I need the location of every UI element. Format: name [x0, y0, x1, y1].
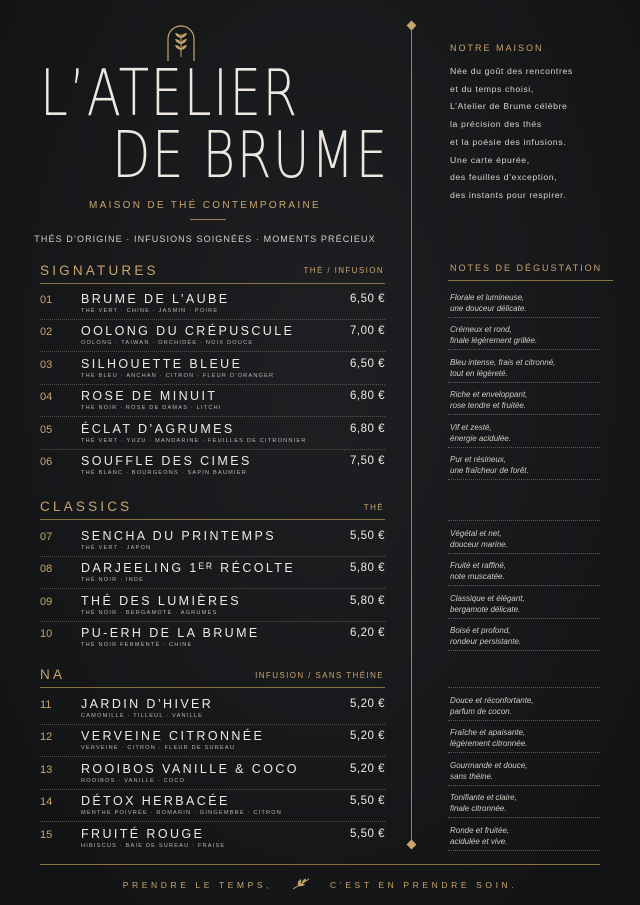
about-text — [450, 63, 610, 205]
item-price: 5,20 € — [350, 698, 385, 710]
tasting-note — [450, 357, 600, 379]
tasting-note-line: Crémeux et rond, — [450, 325, 512, 335]
item-number: 07 — [40, 531, 53, 543]
note-divider — [448, 349, 600, 350]
tasting-note-line: finale citronnée. — [450, 804, 507, 814]
tasting-note — [450, 593, 600, 615]
tasting-note-line: Riche et enveloppant, — [450, 390, 528, 400]
item-number: 02 — [40, 326, 53, 339]
section-subtitle-classics: THÉ — [363, 503, 384, 512]
tasting-note-line: Gourmande et douce, — [450, 760, 528, 770]
menu-item-row — [40, 354, 385, 386]
menu-item-row — [40, 791, 385, 823]
footer-divider — [40, 864, 600, 865]
tasting-note — [450, 825, 600, 847]
section-divider — [40, 283, 385, 284]
item-ingredients: THÉ BLEU · ANCHAN · CITRON · FLEUR D’ORANGER — [81, 372, 275, 379]
tasting-note-line: Végétal et net, — [450, 529, 502, 538]
tasting-note-line: sans théine. — [450, 771, 494, 781]
tasting-note-line: énergie acidulée. — [450, 433, 511, 443]
note-divider — [448, 850, 600, 851]
tasting-note — [450, 324, 600, 346]
item-price: 5,50 € — [350, 530, 385, 542]
item-name: JARDIN D’HIVER — [81, 697, 214, 711]
item-ingredients: THÉ NOIR · ROSE DE DAMAS · LITCHI — [81, 405, 222, 412]
menu-item-row — [40, 321, 385, 353]
note-divider — [448, 817, 600, 818]
item-price: 5,50 € — [350, 827, 385, 840]
note-divider — [448, 479, 600, 480]
about-line: et la poésie des infusions. — [450, 136, 567, 147]
item-number: 01 — [40, 294, 53, 306]
tasting-note-line: bergamote délicate. — [450, 604, 521, 614]
tasting-note-line: Florale et lumineuse, — [450, 293, 525, 302]
row-divider — [40, 449, 385, 450]
footer-text-right: C’EST EN PRENDRE SOIN. — [330, 880, 518, 890]
leaf-sprig-icon — [290, 877, 312, 891]
note-divider — [448, 382, 600, 383]
note-divider — [448, 414, 600, 415]
tasting-note — [450, 625, 600, 647]
tasting-note-line: rose tendre et fruitée. — [450, 401, 527, 411]
item-name: ÉCLAT D’AGRUMES — [81, 421, 235, 436]
item-price: 5,50 € — [350, 795, 385, 808]
note-divider — [448, 317, 600, 318]
item-name: SILHOUETTE BLEUE — [81, 356, 243, 371]
menu-item-row — [40, 694, 385, 726]
about-line: L’Atelier de Brume célèbre — [450, 101, 568, 112]
item-name: VERVEINE CITRONNÉE — [81, 729, 265, 744]
tasting-note-line: acidulée et vive. — [450, 836, 508, 846]
notes-divider — [448, 280, 613, 281]
note-divider — [448, 585, 600, 586]
item-number: 08 — [40, 563, 53, 576]
footer-text-left: PRENDRE LE TEMPS, — [122, 880, 273, 890]
about-line: Une carte épurée, — [450, 154, 530, 165]
tasting-note-line: Tonifiante et claire, — [450, 793, 517, 803]
tasting-note-line: Vif et zesté, — [450, 422, 492, 432]
item-name: DARJEELING 1ᴱᴿ RÉCOLTE — [81, 561, 296, 576]
item-number: 05 — [40, 423, 53, 436]
about-line: et du temps choisi, — [450, 83, 534, 94]
item-price: 6,50 € — [350, 357, 385, 370]
section-title-classics: CLASSICS — [40, 499, 133, 514]
item-ingredients: CAMOMILLE · TILLEUL · VANILLE — [81, 713, 204, 719]
about-line: des instants pour respirer. — [450, 189, 567, 200]
section-title-signatures: SIGNATURES — [40, 263, 159, 278]
tasting-note — [450, 292, 600, 314]
item-name: THÉ DES LUMIÈRES — [81, 593, 241, 608]
tasting-note — [450, 760, 600, 782]
item-price: 5,80 € — [350, 594, 385, 607]
item-number: 09 — [40, 595, 53, 608]
divider-diamond-top — [407, 21, 417, 31]
note-divider — [448, 687, 600, 688]
about-line: Née du goût des rencontres — [450, 66, 573, 76]
item-price: 5,20 € — [350, 730, 385, 743]
tasting-note-line: Boisé et profond, — [450, 626, 511, 636]
item-ingredients: THÉ BLANC · BOURGEONS · SAPIN BAUMIER — [81, 470, 247, 476]
item-ingredients: THÉ NOIR FERMENTÉ · CHINE — [81, 642, 193, 649]
item-number: 11 — [40, 699, 52, 711]
item-name: SOUFFLE DES CIMES — [81, 454, 252, 468]
item-ingredients: THÉ VERT · JAPON — [81, 545, 152, 551]
row-divider — [40, 821, 385, 822]
brand-tagline: THÉS D’ORIGINE · INFUSIONS SOIGNÉES · MOMENTS PRÉCIEUX — [34, 234, 376, 244]
note-divider — [448, 520, 600, 521]
tasting-note — [450, 560, 600, 582]
item-price: 7,00 € — [350, 325, 385, 338]
brand-title-line2: DE BRUME — [112, 119, 389, 193]
tasting-note-line: finale légèrement grillée. — [450, 336, 538, 346]
menu-item-row — [40, 419, 385, 451]
note-divider — [448, 752, 600, 753]
menu-item-row — [40, 289, 385, 321]
row-divider — [40, 416, 385, 417]
item-name: PU-ERH DE LA BRUME — [81, 626, 260, 641]
item-ingredients: THÉ NOIR · INDE — [81, 577, 145, 584]
notes-heading: NOTES DE DÉGUSTATION — [450, 263, 603, 273]
row-divider — [40, 756, 385, 757]
menu-item-row — [40, 451, 385, 483]
item-name: ROOIBOS VANILLE & COCO — [81, 761, 299, 776]
note-divider — [448, 553, 600, 554]
item-name: BRUME DE L’AUBE — [81, 292, 230, 306]
item-number: 12 — [40, 731, 53, 744]
tasting-note-line: note muscatée. — [450, 572, 505, 582]
about-line: la précision des thés — [450, 119, 542, 130]
menu-item-row — [40, 558, 385, 590]
tasting-note — [450, 454, 600, 476]
row-divider — [40, 351, 385, 352]
tasting-note-line: tout en légèreté. — [450, 368, 508, 378]
menu-item-row — [40, 726, 385, 758]
row-divider — [40, 621, 385, 622]
footer — [0, 877, 640, 891]
item-number: 04 — [40, 391, 53, 404]
item-number: 03 — [40, 358, 53, 371]
item-name: DÉTOX HERBACÉE — [81, 794, 230, 809]
tasting-note-line: Bleu intense, frais et citronné, — [450, 357, 556, 367]
row-divider — [40, 789, 385, 790]
item-ingredients: OOLONG · TAIWAN · ORCHIDÉE · NOIX DOUCE — [81, 340, 254, 347]
item-ingredients: MENTHE POIVRÉE · ROMARIN · GINGEMBRE · CITRON — [81, 810, 282, 817]
menu-item-row — [40, 526, 385, 558]
row-divider — [40, 724, 385, 725]
menu-item-row — [40, 623, 385, 655]
tasting-note — [450, 695, 600, 717]
item-ingredients: VERVEINE · CITRON · FLEUR DE SUREAU — [81, 745, 236, 752]
row-divider — [40, 384, 385, 385]
section-divider — [40, 687, 385, 688]
item-price: 5,20 € — [350, 762, 385, 775]
tasting-note-line: Ronde et fruitée, — [450, 825, 510, 835]
menu-item-row — [40, 824, 385, 856]
item-price: 6,20 € — [350, 627, 385, 640]
tasting-note — [450, 422, 600, 444]
row-divider — [40, 556, 385, 557]
item-price: 6,50 € — [350, 293, 385, 305]
tasting-note — [450, 727, 600, 749]
note-divider — [448, 650, 600, 651]
item-name: OOLONG DU CRÉPUSCULE — [81, 324, 295, 339]
tasting-note-line: Douce et réconfortante, — [450, 696, 534, 705]
tasting-note-line: une fraîcheur de forêt. — [450, 466, 529, 475]
brand-title-line1: L’ATELIER — [40, 57, 299, 131]
section-divider — [40, 519, 385, 520]
tasting-note — [450, 528, 600, 550]
note-divider — [448, 785, 600, 786]
item-ingredients: THÉ VERT · CHINE · JASMIN · POIRE — [81, 308, 219, 314]
about-heading: NOTRE MAISON — [450, 43, 544, 53]
menu-item-row — [40, 386, 385, 418]
tasting-note-line: parfum de cocon. — [450, 707, 512, 716]
item-price: 7,50 € — [350, 455, 385, 467]
item-name: SENCHA DU PRINTEMPS — [81, 529, 276, 543]
section-title-na: NA — [40, 667, 66, 682]
tasting-note-line: Fraîche et apaisante, — [450, 728, 526, 738]
row-divider — [40, 588, 385, 589]
item-number: 14 — [40, 796, 53, 809]
item-price: 5,80 € — [350, 562, 385, 575]
subtitle-divider — [190, 219, 226, 220]
item-ingredients: THÉ NOIR · BERGAMOTE · AGRUMES — [81, 609, 218, 616]
item-number: 13 — [40, 763, 53, 776]
section-subtitle-na: INFUSION / SANS THÉINE — [255, 671, 384, 680]
tasting-note-line: rondeur persistante. — [450, 637, 522, 647]
divider-diamond-bottom — [407, 840, 417, 850]
tasting-note-line: légèrement citronnée. — [450, 739, 528, 749]
item-price: 6,80 € — [350, 390, 385, 403]
tasting-note-line: une douceur délicate. — [450, 304, 527, 313]
menu-item-row — [40, 759, 385, 791]
tasting-note-line: douceur marine. — [450, 540, 508, 549]
section-subtitle-signatures: THÉ / INFUSION — [303, 266, 384, 275]
tasting-note-line: Classique et élégant, — [450, 593, 525, 603]
tasting-note — [450, 792, 600, 814]
tasting-note — [450, 389, 600, 411]
about-line: des feuilles d’exception, — [450, 172, 558, 183]
item-name: ROSE DE MINUIT — [81, 389, 218, 404]
item-ingredients: ROOIBOS · VANILLE · COCO — [81, 777, 186, 784]
item-ingredients: THÉ VERT · YUZU · MANDARINE · FEUILLES DE CITRONNIER — [81, 437, 307, 444]
item-ingredients: HIBISCUS · BAIE DE SUREAU · FRAISE — [81, 842, 226, 849]
column-divider — [411, 26, 412, 848]
tasting-note-line: Pur et résineux, — [450, 455, 507, 464]
row-divider — [40, 319, 385, 320]
item-number: 06 — [40, 456, 53, 468]
item-number: 10 — [40, 628, 53, 641]
note-divider — [448, 447, 600, 448]
menu-item-row — [40, 591, 385, 623]
item-number: 15 — [40, 828, 53, 841]
note-divider — [448, 618, 600, 619]
brand-subtitle: MAISON DE THÉ CONTEMPORAINE — [89, 200, 321, 211]
item-name: FRUITÉ ROUGE — [81, 826, 205, 841]
item-price: 6,80 € — [350, 422, 385, 435]
tasting-note-line: Fruité et raffiné, — [450, 561, 507, 571]
note-divider — [448, 720, 600, 721]
